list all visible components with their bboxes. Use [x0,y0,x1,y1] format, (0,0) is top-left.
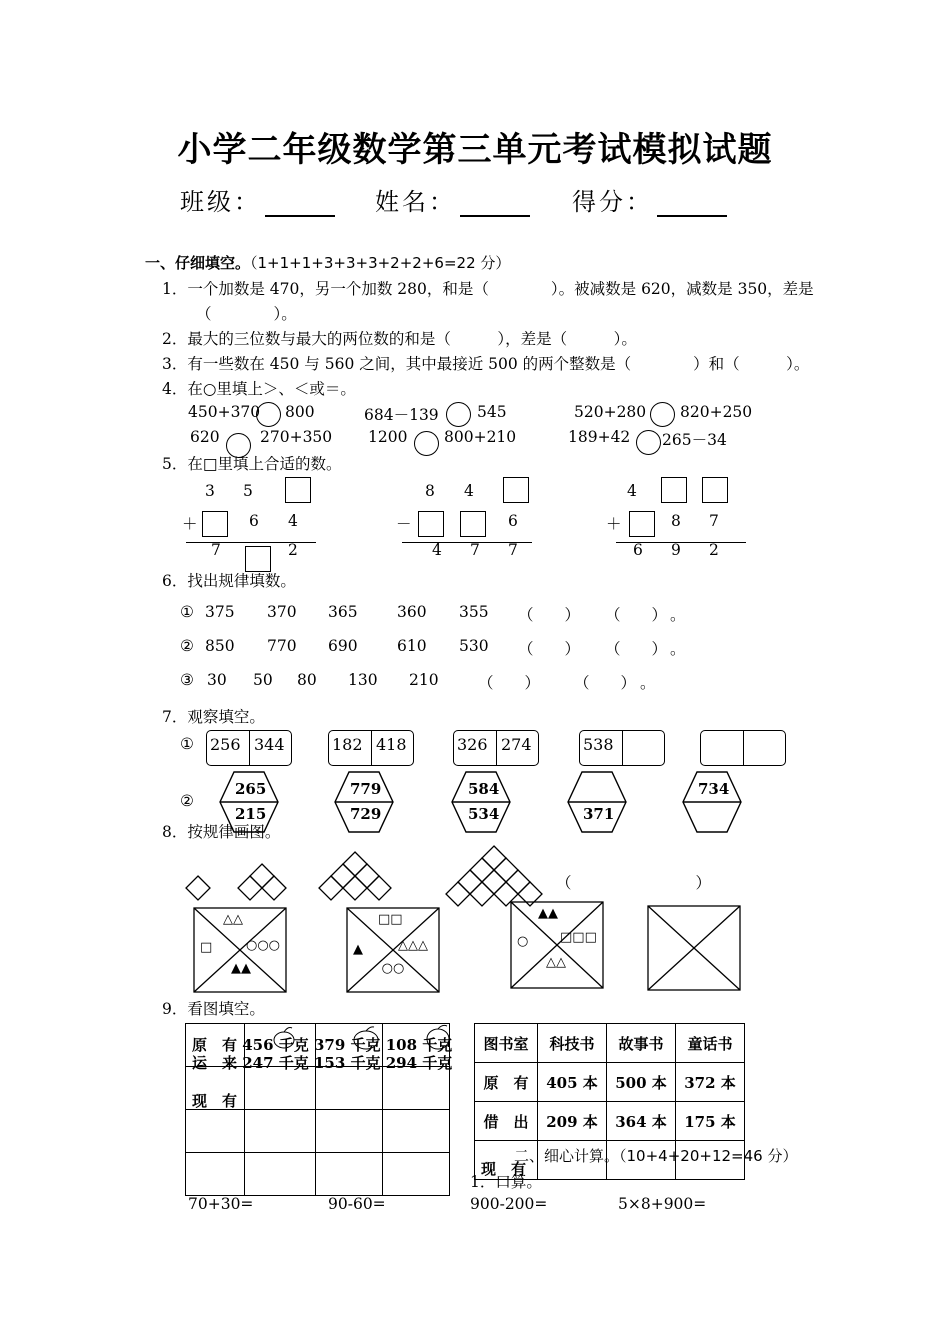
row-mark: ① [180,603,194,621]
diamond-shape [343,876,367,900]
box3-top-symbols: ▲▲ [538,906,558,921]
box1-top-symbols: △△ [223,912,243,927]
q5-p3-digit: 7 [709,512,719,530]
row-mark: ① [180,735,194,753]
diamond-shape [262,876,286,900]
q5-p1-digit: 2 [288,541,298,559]
table1-row-delivered: 运 来 247 千克 153 千克 294 千克 [192,1054,453,1072]
diamond-shape [250,864,274,888]
pattern-number: 770 [267,637,297,655]
q4-r2-b-left: 1200 [368,428,408,446]
q4-r2-a-right: 270+350 [260,428,333,446]
hex-bottom-value: 534 [468,805,500,823]
calc-expression: 90-60= [328,1195,386,1213]
name-field: 姓名： [375,182,530,217]
q5-p2-digit: 4 [432,541,442,559]
q5-p1-digit: 6 [249,512,259,530]
pattern-number: 360 [397,603,427,621]
pattern-number: 375 [205,603,235,621]
box1-bottom-symbols: ▲▲ [231,961,251,976]
question-5-label: 5．在□里填上合适的数。 [162,455,342,473]
pattern-blank[interactable]: （ ） [518,640,581,658]
calc-expression: 70+30= [188,1195,254,1213]
answer-parentheses[interactable]: （ ） [556,874,712,892]
table-cell: 借 出 [475,1102,538,1141]
q5-p3-digit: 6 [633,541,643,559]
diamond-shape [470,858,494,882]
q5-p1-digit: 7 [211,541,221,559]
q4-r2-b-right: 800+210 [444,428,517,446]
question-4-label: 4．在○里填上＞、＜或＝。 [162,380,356,398]
number-card[interactable]: 538 [579,730,665,766]
diamond-shape [319,876,343,900]
number-card: 256 344 [206,730,292,766]
pattern-number: 30 [207,671,227,689]
q4-r1-a-right: 800 [285,403,315,421]
table-header: 图书室 [475,1024,538,1063]
class-field: 班级： [180,182,335,217]
diamond-shape [343,852,367,876]
pattern-number: 80 [297,671,317,689]
question-2: 2．最大的三位数与最大的两位数的和是（ ），差是（ ）。 [162,330,637,348]
q4-r2-c-right: 265－34 [662,431,727,449]
q5-p3-digit: 2 [709,541,719,559]
period: 。 [640,674,656,692]
question-7-label: 7．观察填空。 [162,708,265,726]
q5-p3-digit: 4 [627,482,637,500]
table-cell: 372 本 [676,1063,745,1102]
section2-sub1: 1．口算。 [470,1173,542,1191]
box2-top-symbols: □□ [378,912,403,927]
section2-heading: 二、细心计算。（10+4+20+12=46 分） [514,1147,798,1165]
table-cell: 现 有 [475,1141,538,1180]
diamond-shape [482,870,506,894]
hex-top-value: 734 [698,780,730,798]
hex-top-value: 584 [468,780,500,798]
question-9-label: 9．看图填空。 [162,1000,265,1018]
q4-r1-b-left: 684－139 [364,406,439,424]
q4-r2-a-left: 620 [190,428,220,446]
period: 。 [670,606,686,624]
table-cell: 209 本 [538,1102,607,1141]
diamond-shape [506,870,530,894]
question-1-line1: 1．一个加数是 470，另一个加数 280，和是（ ）。被减数是 620，减数是 350，差是 [162,280,814,298]
number-card: 182 418 [328,730,414,766]
diamond-shape [331,864,355,888]
peach-icon [427,1029,449,1049]
q4-r1-c-left: 520+280 [574,403,647,421]
table-cell: 175 本 [676,1102,745,1141]
plus-sign: ＋ [182,515,198,533]
page-title: 小学二年级数学第三单元考试模拟试题 [177,130,773,170]
pattern-blank[interactable]: （ ） [518,606,581,624]
q5-p3-digit: 8 [671,512,681,530]
q4-r1-b-right: 545 [477,403,507,421]
box2-bottom-symbols: ○○ [381,961,405,976]
pattern-blank[interactable]: （ ） [574,674,637,692]
hex-bottom-value: 729 [350,805,382,823]
question-1-line2: （ ）。 [196,305,297,323]
pattern-blank[interactable]: （ ） [605,606,668,624]
diamond-shape [458,870,482,894]
pattern-number: 210 [409,671,439,689]
q4-r1-a-left: 450+370 [188,403,261,421]
table-header: 童话书 [676,1024,745,1063]
box1-right-symbols: ○○○ [246,938,281,953]
calc-expression: 5×8+900= [618,1195,707,1213]
pattern-number: 365 [328,603,358,621]
diamond-shape [367,876,391,900]
question-8-label: 8．按规律画图。 [162,823,281,841]
pattern-number: 50 [253,671,273,689]
table-cell: 364 本 [607,1102,676,1141]
q5-p2-digit: 7 [470,541,480,559]
question-3: 3．有一些数在 450 与 560 之间，其中最接近 500 的两个整数是（ ）和（ ）。 [162,355,810,373]
table1-row-now: 现 有 [192,1092,238,1110]
hex-bottom-value: 371 [583,805,615,823]
diamond-shape [238,876,262,900]
pattern-number: 355 [459,603,489,621]
diamond-shape [186,876,210,900]
table-cell: 405 本 [538,1063,607,1102]
diamond-shape [494,858,518,882]
pattern-number: 530 [459,637,489,655]
box3-left-symbols: ○ [517,934,529,949]
table-cell: 500 本 [607,1063,676,1102]
pattern-blank[interactable]: （ ） [605,640,668,658]
apple-icon [354,1031,378,1049]
q5-p2-digit: 4 [464,482,474,500]
number-card: 326 274 [453,730,539,766]
q5-p2-digit: 7 [508,541,518,559]
diamond-shape [470,882,494,906]
row-mark: ③ [180,671,194,689]
row-mark: ② [180,792,194,810]
diamond-shape [446,882,470,906]
table-cell: 原 有 [475,1063,538,1102]
q5-p1-digit: 4 [288,512,298,530]
table-header: 故事书 [607,1024,676,1063]
minus-sign: － [396,515,412,533]
q4-r1-c-right: 820+250 [680,403,753,421]
q5-p1-digit: 5 [243,482,253,500]
hex-bottom-value: 215 [235,805,267,823]
box1-left-symbols: □ [200,940,213,955]
diamond-shape [355,864,379,888]
period: 。 [670,640,686,658]
hex-top-value: 265 [235,780,267,798]
q5-p2-digit: 8 [425,482,435,500]
pattern-number: 370 [267,603,297,621]
table-header: 科技书 [538,1024,607,1063]
hex-top-value: 779 [350,780,382,798]
box2-left-symbols: ▲ [353,942,363,957]
q5-p2-digit: 6 [508,512,518,530]
section1-heading: 一、仔细填空。（1+1+1+3+3+3+2+2+6=22 分） [145,254,511,272]
row-mark: ② [180,637,194,655]
box2-right-symbols: △△△ [398,938,428,953]
pattern-blank[interactable]: （ ） [478,674,541,692]
box3-right-symbols: □□□ [560,930,597,945]
score-field: 得分： [572,182,727,217]
q5-p1-digit: 3 [205,482,215,500]
fruit-icons [266,1024,466,1052]
plus-sign: ＋ [606,515,622,533]
pattern-number: 610 [397,637,427,655]
pattern-number: 690 [328,637,358,655]
q4-r2-c-left: 189+42 [568,428,631,446]
question-6-label: 6．找出规律填数。 [162,572,296,590]
q5-p3-digit: 9 [671,541,681,559]
pattern-number: 130 [348,671,378,689]
calc-expression: 900-200= [470,1195,548,1213]
box3-bottom-symbols: △△ [546,955,566,970]
diamond-shape [482,846,506,870]
pear-icon [274,1032,294,1048]
table1-row-original: 原 有 456 千克 379 千克 108 千克 [192,1036,453,1054]
pattern-number: 850 [205,637,235,655]
